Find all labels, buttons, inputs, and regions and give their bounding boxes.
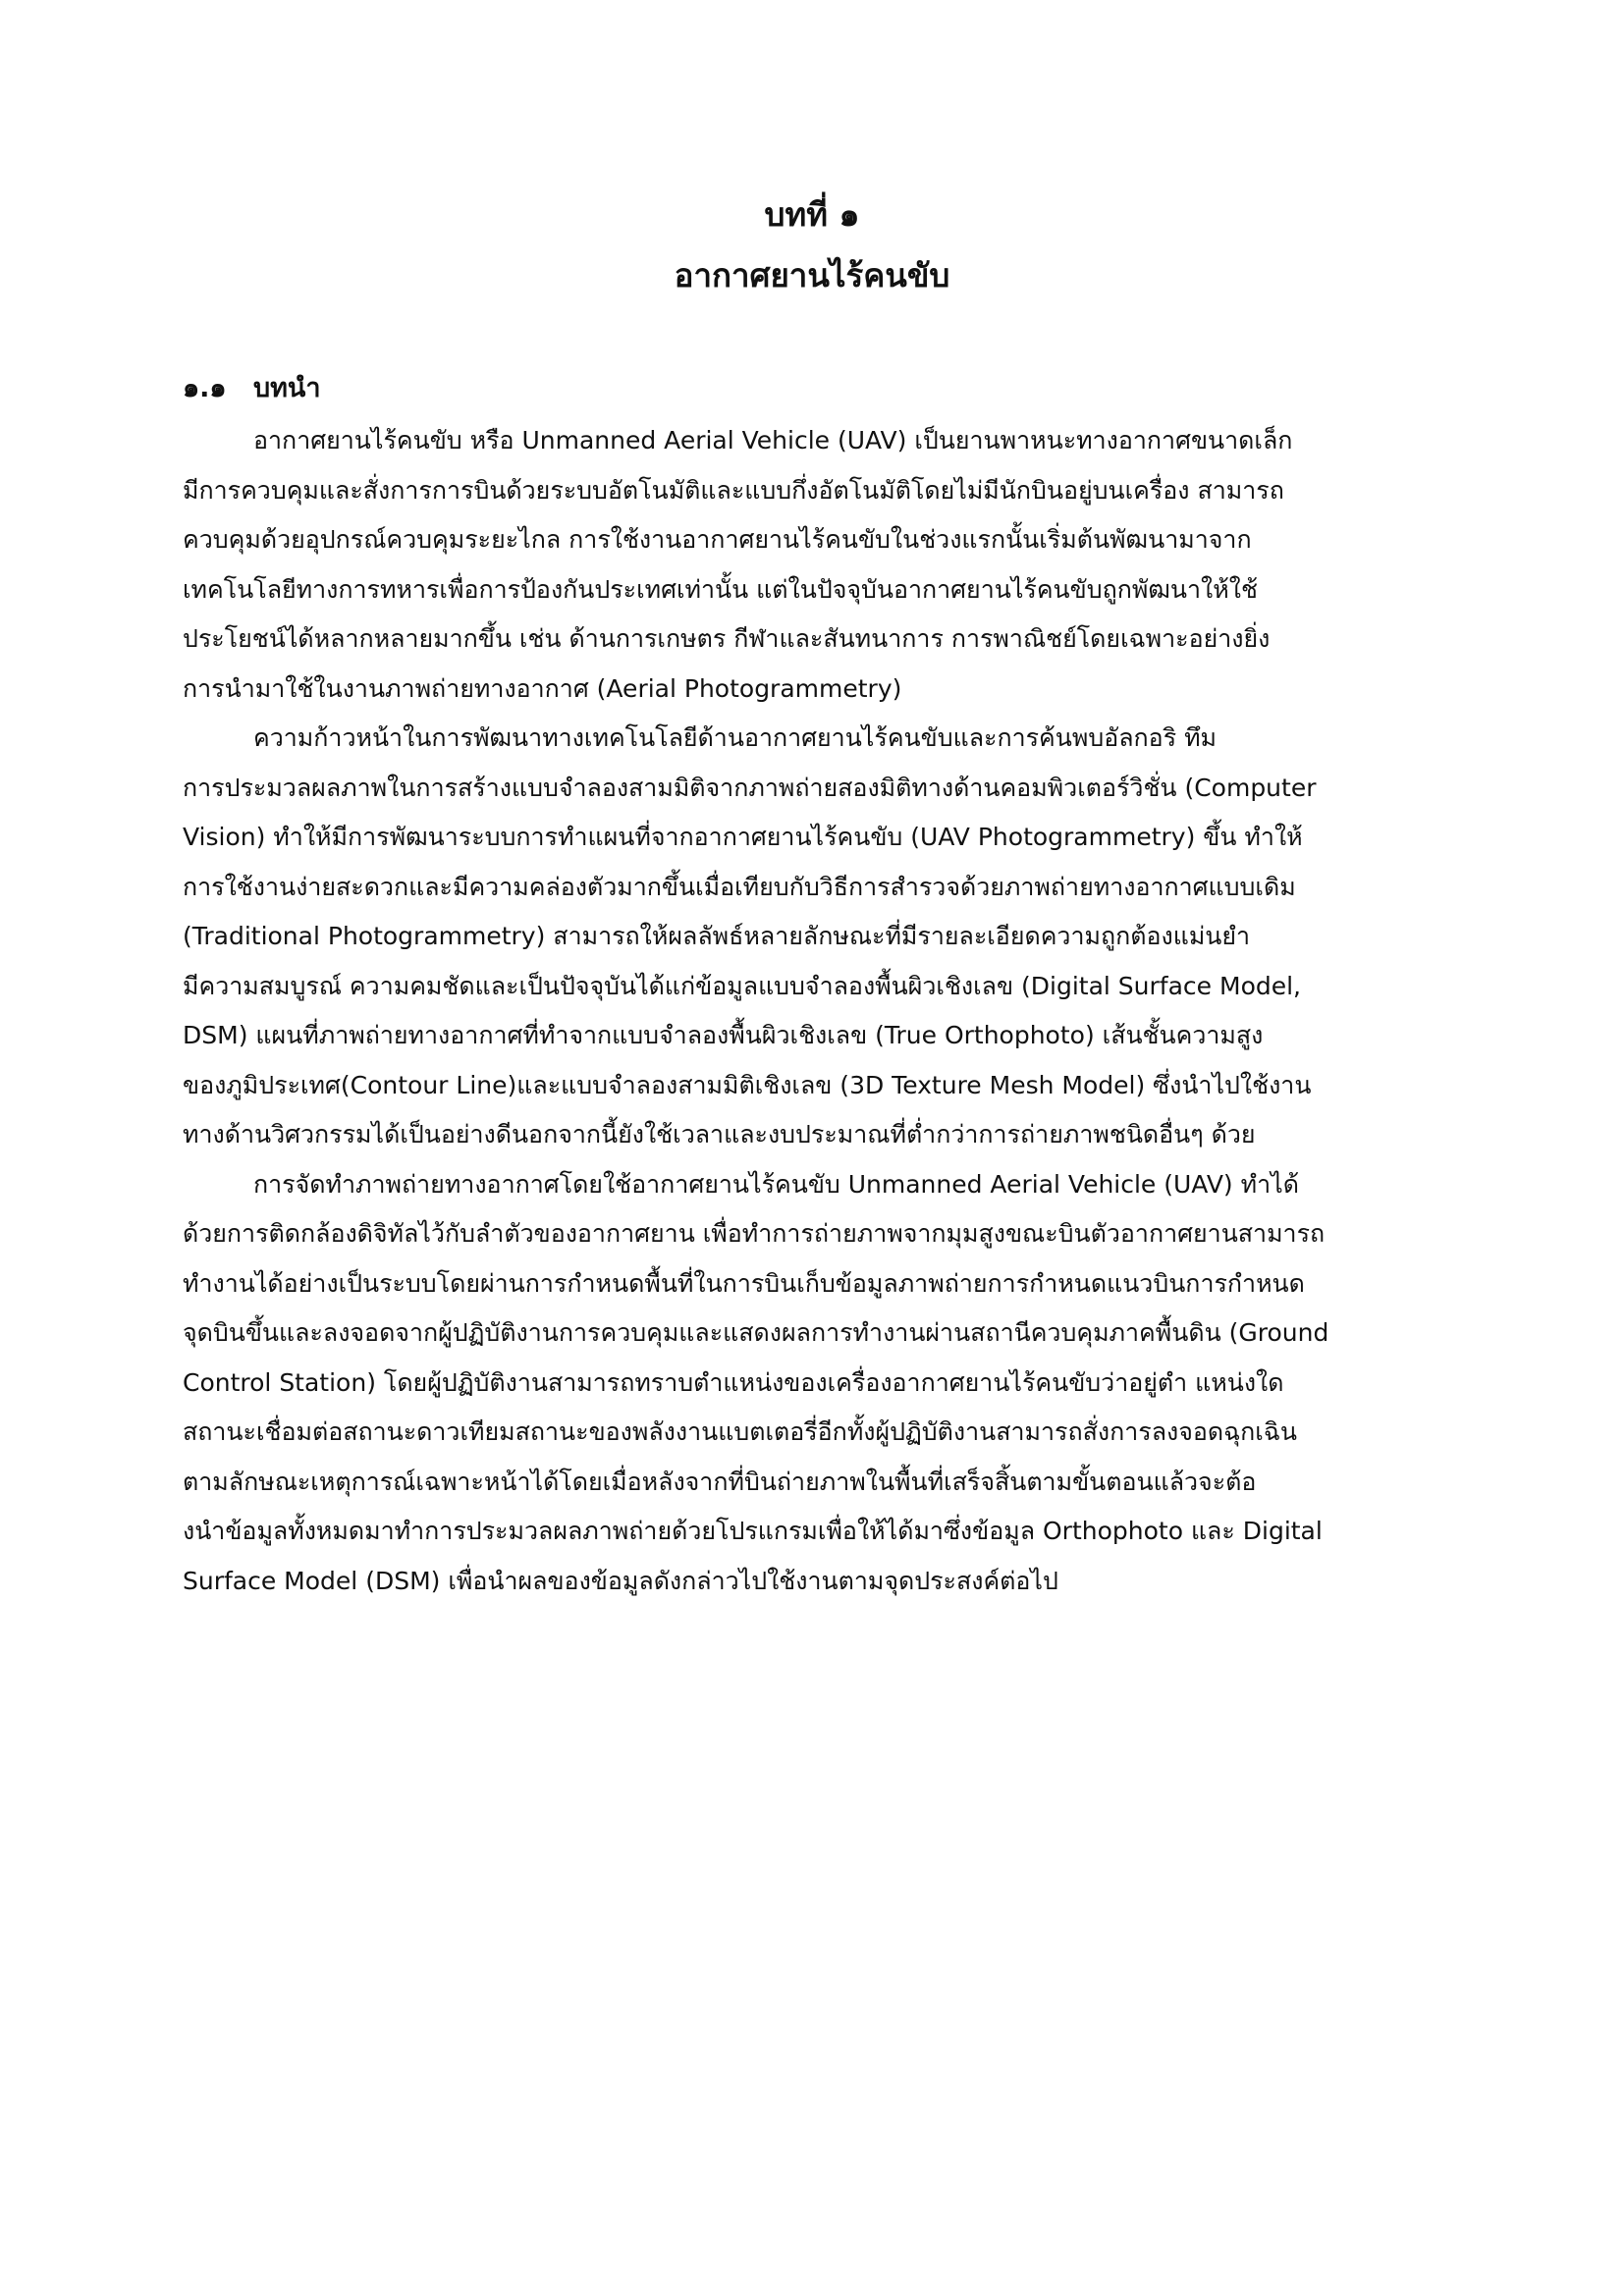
text-line: งนำข้อมูลทั้งหมดมาทำการประมวลผลภาพถ่ายด้วยโปรแกรมเพื่อให้ได้มาซึ่งข้อมูล Orthophoto และ Digital <box>183 1517 1323 1545</box>
text-line: เทคโนโลยีทางการทหารเพื่อการป้องกันประเทศเท่านั้น แต่ในปัจจุบันอากาศยานไร้คนขับถูกพัฒนาให้ใช้ <box>183 574 1258 604</box>
text-line: มีการควบคุมและสั่งการการบินด้วยระบบอัตโนมัติและแบบกึ่งอัตโนมัติโดยไม่มีนักบินอยู่บนเครื่อง สามารถ <box>183 475 1284 505</box>
chapter-number: บทที่ ๑ <box>764 195 860 234</box>
text-line: สถานะเชื่อมต่อสถานะดาวเทียมสถานะของพลังงานแบตเตอรี่อีกทั้งผู้ปฏิบัติงานสามารถสั่งการลงจอดฉุกเฉิน <box>183 1417 1297 1446</box>
text-line: จุดบินขึ้นและลงจอดจากผู้ปฏิบัติงานการควบคุมและแสดงผลการทำงานผ่านสถานีควบคุมภาคพื้นดิน (Ground <box>183 1318 1329 1347</box>
section-number: ๑.๑ <box>183 373 227 403</box>
paragraph <box>183 416 1453 714</box>
text-line: ของภูมิประเทศ(Contour Line)และแบบจำลองสามมิติเชิงเลข (3D Texture Mesh Model) ซึ่งนำไปใช้งาน <box>183 1070 1312 1099</box>
text-line: ควบคุมด้วยอุปกรณ์ควบคุมระยะไกล การใช้งานอากาศยานไร้คนขับในช่วงแรกนั้นเริ่มต้นพัฒนามาจาก <box>183 525 1252 554</box>
paragraph <box>183 714 1453 1160</box>
text-line: (Traditional Photogrammetry) สามารถให้ผลลัพธ์หลายลักษณะที่มีรายละเอียดความถูกต้องแม่นยำ <box>183 922 1251 950</box>
text-line: ประโยชน์ได้หลากหลายมากขึ้น เช่น ด้านการเกษตร กีฬาและสันทนาการ การพาณิชย์โดยเฉพาะอย่างยิ่ง <box>183 624 1271 653</box>
text-line: DSM) แผนที่ภาพถ่ายทางอากาศที่ทำจากแบบจำลองพื้นผิวเชิงเลข (True Orthophoto) เส้นชั้นความสูง <box>183 1021 1264 1049</box>
text-line: Vision) ทำให้มีการพัฒนาระบบการทำแผนที่จากอากาศยานไร้คนขับ (UAV Photogrammetry) ขึ้น ทำให้ <box>183 823 1303 851</box>
text-line: ด้วยการติดกล้องดิจิทัลไว้กับลำตัวของอากาศยาน เพื่อทำการถ่ายภาพจากมุมสูงขณะบินตัวอากาศยานสามารถ <box>183 1219 1326 1248</box>
section-title: บทนำ <box>253 373 321 403</box>
text-line: มีความสมบูรณ์ ความคมชัดและเป็นปัจจุบันได้แก่ข้อมูลแบบจำลองพื้นผิวเชิงเลข (Digital Surface Model, <box>183 971 1302 1000</box>
text-line: ตามลักษณะเหตุการณ์เฉพาะหน้าได้โดยเมื่อหลังจากที่บินถ่ายภาพในพื้นที่เสร็จสิ้นตามขั้นตอนแล้วจะต้อ <box>183 1467 1257 1496</box>
text-line: Surface Model (DSM) เพื่อนำผลของข้อมูลดังกล่าวไปใช้งานตามจุดประสงค์ต่อไป <box>183 1566 1058 1595</box>
text-line: ทางด้านวิศวกรรมได้เป็นอย่างดีนอกจากนี้ยังใช้เวลาและงบประมาณที่ต่ำกว่าการถ่ายภาพชนิดอื่นๆ ด้วย <box>183 1120 1256 1148</box>
text-line: ความก้าวหน้าในการพัฒนาทางเทคโนโลยีด้านอากาศยานไร้คนขับและการค้นพบอัลกอริ ทึม <box>253 723 1218 752</box>
section-heading <box>183 369 321 408</box>
text-line: การประมวลผลภาพในการสร้างแบบจำลองสามมิติจากภาพถ่ายสองมิติทางด้านคอมพิวเตอร์วิชั่น (Computer <box>183 773 1317 802</box>
paragraph <box>183 1160 1453 1607</box>
body-text <box>183 416 1453 1606</box>
text-line: การนำมาใช้ในงานภาพถ่ายทางอากาศ (Aerial Photogrammetry) <box>183 673 902 703</box>
chapter-title: อากาศยานไร้คนขับ <box>674 256 950 294</box>
text-line: อากาศยานไร้คนขับ หรือ Unmanned Aerial Vehicle (UAV) เป็นยานพาหนะทางอากาศขนาดเล็ก <box>253 426 1293 454</box>
text-line: การจัดทำภาพถ่ายทางอากาศโดยใช้อากาศยานไร้คนขับ Unmanned Aerial Vehicle (UAV) ทำได้ <box>253 1169 1299 1199</box>
text-line: ทำงานได้อย่างเป็นระบบโดยผ่านการกำหนดพื้นที่ในการบินเก็บข้อมูลภาพถ่ายการกำหนดแนวบินการกำหนด <box>183 1268 1305 1298</box>
text-line: Control Station) โดยผู้ปฏิบัติงานสามารถทราบตำแหน่งของเครื่องอากาศยานไร้คนขับว่าอยู่ตำ แหน่งใด <box>183 1367 1284 1397</box>
text-line: การใช้งานง่ายสะดวกและมีความคล่องตัวมากขึ้นเมื่อเทียบกับวิธีการสำรวจด้วยภาพถ่ายทางอากาศแบบเดิม <box>183 872 1296 901</box>
